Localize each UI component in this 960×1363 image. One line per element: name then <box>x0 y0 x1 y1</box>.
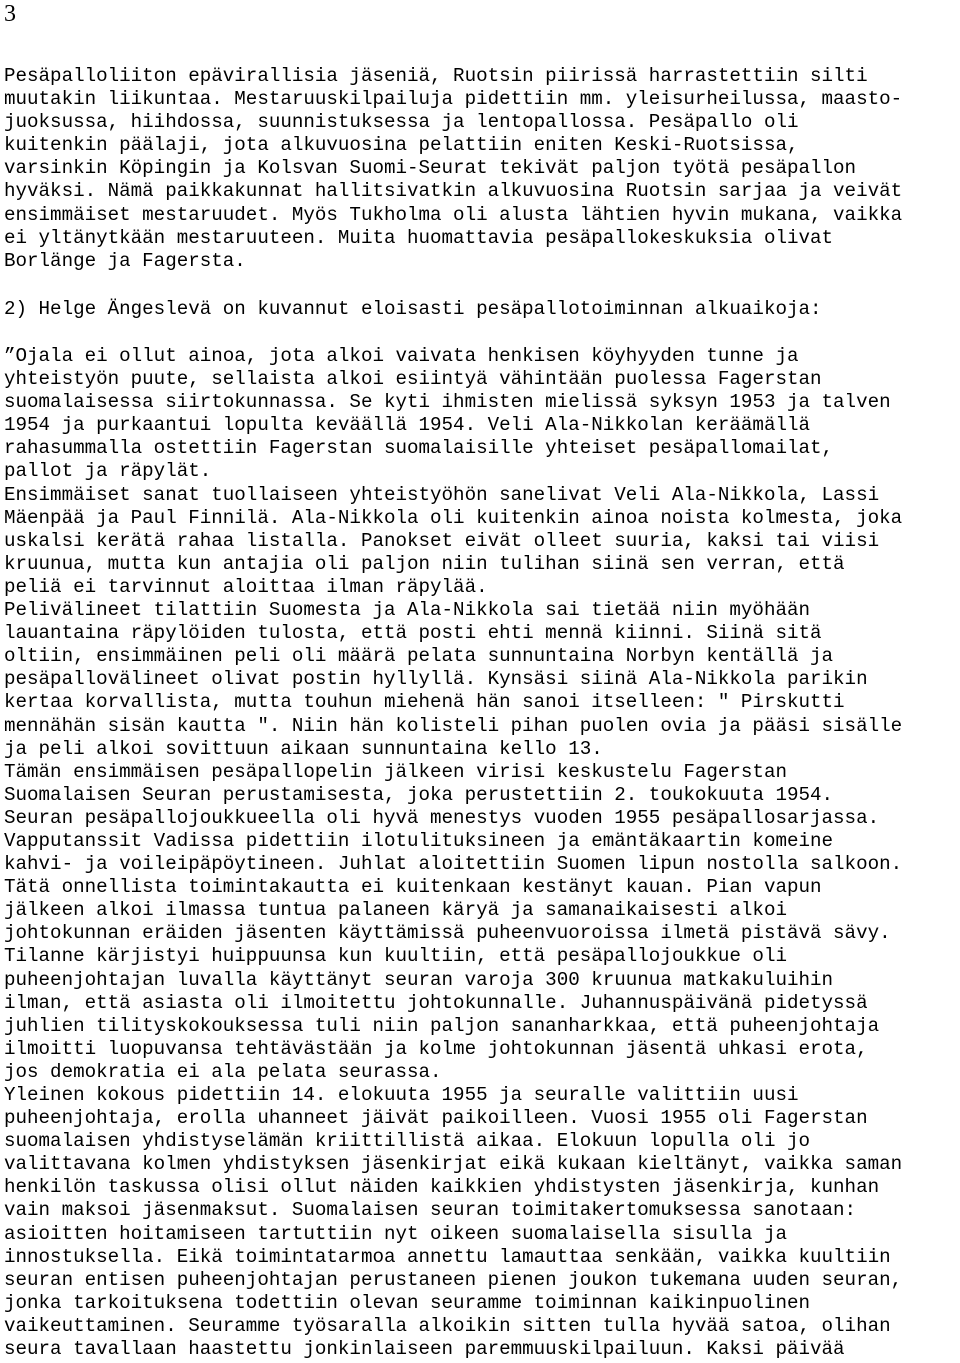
text-line: pallot ja räpylät. <box>4 460 212 483</box>
text-line: Pelivälineet tilattiin Suomesta ja Ala-Nikkola sai tietää niin myöhään <box>4 599 811 622</box>
text-line: lauantaina räpylöiden tulosta, että posti ehti mennä kiinni. Siinä sitä <box>4 622 822 645</box>
page-number: 3 <box>4 1 16 27</box>
text-line: kuitenkin päälaji, jota alkuvuosina pelattiin eniten Keski-Ruotsissa, <box>4 134 799 157</box>
text-line: Vapputanssit Vadissa pidettiin ilotulituksineen ja emäntäkaartin komeine <box>4 829 834 852</box>
text-line: johtokunnan eräiden jäsenten käyttämissä puheenvuoroissa ilmetä pistävä sävy. <box>4 922 891 945</box>
text-line: suomalaisessa siirtokunnassa. Se kyti ihmisten mielissä syksyn 1953 ja talven <box>4 391 891 414</box>
text-line: yhteistyön puute, sellaista alkoi esiintyä vähintään puolessa Fagerstan <box>4 368 822 391</box>
text-line: Borlänge ja Fagersta. <box>4 249 246 272</box>
text-line: puheenjohtaja, erolla uhanneet jäivät paikoilleen. Vuosi 1955 oli Fagerstan <box>4 1107 868 1130</box>
text-line: ilman, että asiasta oli ilmoitettu johtokunnalle. Juhannuspäivänä pidetyssä <box>4 991 868 1014</box>
text-line: suomalaisen yhdistyselämän kriittillistä aikaa. Elokuun lopulla oli jo <box>4 1130 811 1153</box>
text-line: 2) Helge Ängeslevä on kuvannut eloisasti pesäpallotoiminnan alkuaikoja: <box>4 298 822 320</box>
text-line: Yleinen kokous pidettiin 14. elokuuta 1955 ja seuralle valittiin uusi <box>4 1084 799 1106</box>
text-line: ja peli alkoi sovittuun aikaan sunnuntaina kello 13. <box>4 737 603 760</box>
text-line: henkilön taskussa olisi ollut näiden kaikkien yhdistysten jäsenkirja, kunhan <box>4 1176 880 1199</box>
text-line: juoksussa, hiihdossa, suunnistuksessa ja lentopallossa. Pesäpallo oli <box>4 111 799 134</box>
text-line: jonka tarkoituksena todettiin olevan seuramme toiminnan kaikinpuolinen <box>4 1291 811 1314</box>
text-line: kertaa korvallista, mutta touhun miehenä hän sanoi itselleen: " Pirskutti <box>4 691 845 714</box>
text-line: Ensimmäiset sanat tuollaiseen yhteistyöhön sanelivat Veli Ala-Nikkola, Lassi <box>4 483 880 506</box>
text-line: hyväksi. Nämä paikkakunnat hallitsivatkin alkuvuosina Ruotsin sarjaa ja veivät <box>4 180 903 203</box>
text-line: Pesäpalloliiton epävirallisia jäseniä, Ruotsin piirissä harrastettiin silti <box>4 65 868 87</box>
text-line: Suomalaisen Seuran perustamisesta, joka perustettiin 2. toukokuuta 1954. <box>4 783 834 806</box>
text-line: asioitten hoitamiseen tartuttiin nyt oikeen suomalaisella sisulla ja <box>4 1222 787 1245</box>
text-line: peliä ei tarvinnut aloittaa ilman räpylää. <box>4 575 488 598</box>
text-line: oltiin, ensimmäinen peli oli määrä pelata sunnuntaina Norbyn kentällä ja <box>4 645 834 668</box>
text-line: Tätä onnellista toimintakautta ei kuitenkaan kestänyt kauan. Pian vapun <box>4 876 822 899</box>
text-line: ei yltänytkään mestaruuteen. Muita huomattavia pesäpallokeskuksia olivat <box>4 226 834 249</box>
text-line: uskalsi kerätä rahaa listalla. Panokset eivät olleet suuria, kaksi tai viisi <box>4 529 880 552</box>
text-line: 1954 ja purkaantui lopulta keväällä 1954. Veli Ala-Nikkolan keräämällä <box>4 414 811 437</box>
text-line: rahasummalla ostettiin Fagerstan suomalaisille yhteiset pesäpallomailat, <box>4 437 834 460</box>
text-line: innostuksella. Eikä toimintatarmoa annettu lamauttaa senkään, vaikka kuultiin <box>4 1245 891 1268</box>
footnote-heading <box>4 298 822 321</box>
text-line: ilmoitti luopuvansa tehtävästään ja kolme johtokunnan jäsentä uhkasi erota, <box>4 1037 868 1060</box>
text-line: seuran entisen puheenjohtajan perustaneen pienen joukon tukemana uuden seuran, <box>4 1268 903 1291</box>
text-line: Seuran pesäpallojoukkueella oli hyvä menestys vuoden 1955 pesäpallosarjassa. <box>4 806 880 829</box>
text-line: jos demokratia ei ala pelata seurassa. <box>4 1060 442 1083</box>
text-line: puheenjohtajan luvalla käyttänyt seuran varoja 300 kruunua matkakuluihin <box>4 968 834 991</box>
text-line: mennähän sisän kautta ". Niin hän kolisteli pihan puolen ovia ja pääsi sisälle <box>4 714 903 737</box>
text-line: pesäpallovälineet olivat postin hyllyllä. Kynsäsi siinä Ala-Nikkola parikin <box>4 668 868 691</box>
text-line: Tämän ensimmäisen pesäpallopelin jälkeen virisi keskustelu Fagerstan <box>4 760 787 783</box>
text-line: ensimmäiset mestaruudet. Myös Tukholma oli alusta lähtien hyvin mukana, vaikka <box>4 203 903 226</box>
text-line: ”Ojala ei ollut ainoa, jota alkoi vaivata henkisen köyhyyden tunne ja <box>4 345 799 367</box>
text-line: muutakin liikuntaa. Mestaruuskilpailuja pidettiin mm. yleisurheilussa, maasto- <box>4 88 903 111</box>
text-line: varsinkin Köpingin ja Kolsvan Suomi-Seurat tekivät paljon työtä pesäpallon <box>4 157 857 180</box>
text-line: kruunua, mutta kun antajia oli paljon niin tulihan siinä sen verran, että <box>4 552 845 575</box>
text-line: valittavana kolmen yhdistyksen jäsenkirjat eikä kukaan kieltänyt, vaikka saman <box>4 1153 903 1176</box>
text-line: Tilanne kärjistyi huippuunsa kun kuultiin, että pesäpallojoukkue oli <box>4 945 787 968</box>
quoted-account <box>4 345 902 1361</box>
text-line: Mäenpää ja Paul Finnilä. Ala-Nikkola oli kuitenkin ainoa noista kolmesta, joka <box>4 506 903 529</box>
text-line: juhlien tilityskokouksessa tuli niin paljon sananharkkaa, että puheenjohtaja <box>4 1014 880 1037</box>
text-line: vain maksoi jäsenmaksut. Suomalaisen seuran toimitakertomuksessa sanotaan: <box>4 1199 857 1222</box>
text-line: vaikeuttaminen. Seuramme työsaralla alkoikin sitten tulla hyvää satoa, olihan <box>4 1314 891 1337</box>
text-line: seura tavallaan haastettu jonkinlaiseen paremmuuskilpailuun. Kaksi päivää <box>4 1338 845 1361</box>
intro-paragraph <box>4 65 902 273</box>
text-line: jälkeen alkoi ilmassa tuntua palaneen käryä ja samanaikaisesti alkoi <box>4 899 787 922</box>
text-line: kahvi- ja voileipäpöytineen. Juhlat aloitettiin Suomen lipun nostolla salkoon. <box>4 853 903 876</box>
